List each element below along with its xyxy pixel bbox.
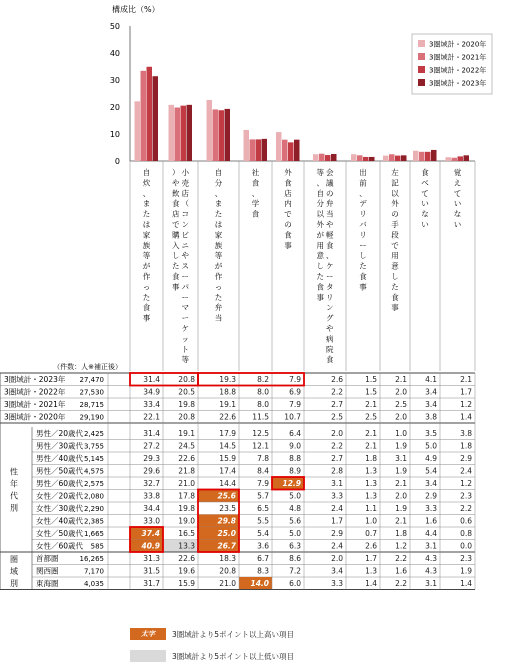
bar	[141, 71, 147, 161]
row-label: 女性／40歳代	[36, 516, 84, 526]
table-cell: 3.1	[425, 579, 437, 588]
bar	[446, 157, 452, 161]
legend-swatch	[418, 53, 425, 60]
table-cell: 7.9	[257, 479, 269, 488]
bar	[169, 105, 175, 161]
category-label: 食べていない	[421, 168, 429, 229]
row-label: 女性／30歳代	[36, 504, 84, 513]
table-cell: 3.3	[425, 504, 437, 513]
table-cell: 27.2	[143, 441, 160, 451]
row-label: 3圏域計・2020年	[4, 412, 66, 422]
category-label: 出前、デリバリーした食事	[359, 168, 367, 292]
table-cell: 31.4	[143, 375, 160, 384]
table-cell: 1.2	[460, 479, 472, 488]
table-cell: 8.0	[257, 387, 269, 397]
y-tick-label: 50	[109, 22, 120, 31]
table-cell: 7.8	[257, 454, 269, 463]
bar	[147, 67, 153, 161]
bar	[187, 105, 193, 161]
y-tick-label: 0	[114, 157, 120, 166]
table-cell: 1.2	[460, 400, 472, 409]
table-cell: 2.6	[331, 375, 343, 384]
legend-note-low-text: 3圏域計より5ポイント以上低い項目	[172, 651, 295, 661]
table-cell: 4.4	[425, 529, 437, 538]
table-cell: 2.1	[460, 375, 472, 384]
row-count: 29,190	[79, 413, 104, 422]
table-cell: 22.6	[178, 554, 195, 563]
table-cell: 3.6	[257, 541, 269, 551]
table-cell: 12.1	[252, 441, 269, 451]
row-label: 男性／20歳代	[36, 429, 84, 438]
bar	[313, 154, 319, 161]
table-cell: 2.8	[331, 466, 343, 476]
table-cell: 20.8	[219, 566, 236, 576]
table-cell: 19.0	[178, 516, 195, 526]
table-cell: 1.9	[395, 441, 407, 451]
table-cell: 0.7	[365, 529, 377, 538]
row-count: 3,755	[83, 442, 104, 451]
table-cell: 23.5	[219, 504, 236, 513]
row-label: 男性／60歳代	[36, 479, 84, 488]
bar	[401, 155, 407, 161]
table-cell: 22.6	[219, 412, 236, 422]
row-count: 16,265	[79, 555, 104, 563]
row-label: 男性／30歳代	[36, 441, 84, 451]
table-cell: 3.4	[331, 566, 343, 576]
row-count: 7,170	[83, 567, 104, 576]
table-cell: 1.4	[460, 412, 472, 422]
table-cell: 2.0	[395, 491, 407, 501]
table-cell: 25.0	[217, 529, 236, 538]
table-cell: 19.1	[178, 429, 195, 438]
category-label: 会議の弁当や軽食、ケータリングや病院食	[326, 168, 334, 365]
table-cell: 12.5	[252, 429, 269, 438]
table-cell: 15.9	[219, 454, 236, 463]
table-cell: 1.9	[395, 504, 407, 513]
table-cell: 2.0	[331, 429, 343, 438]
legend-label: 3圏域計・2020年	[429, 40, 487, 49]
table-cell: 0.0	[460, 541, 472, 551]
table-cell: 31.5	[143, 566, 160, 576]
bar	[369, 157, 375, 161]
table-cell: 5.7	[257, 491, 269, 501]
bar	[319, 154, 325, 161]
legend-swatch	[418, 40, 425, 47]
table-cell: 8.6	[289, 554, 301, 563]
table-cell: 2.4	[331, 504, 343, 513]
bar	[225, 109, 231, 161]
table-cell: 4.8	[289, 504, 301, 513]
row-label: 男性／50歳代	[36, 466, 84, 476]
table-cell: 5.0	[289, 529, 301, 538]
category-label: 覚えていない	[453, 168, 462, 229]
table-cell: 34.4	[143, 504, 160, 513]
row-count: 2,385	[83, 517, 104, 526]
table-cell: 1.3	[365, 466, 377, 476]
legend-label: 3圏域計・2023年	[429, 79, 487, 88]
table-cell: 2.0	[395, 412, 407, 422]
table-cell: 1.2	[395, 541, 407, 551]
table-cell: 6.7	[257, 554, 269, 563]
table-cell: 3.3	[331, 579, 343, 588]
bar	[363, 157, 369, 161]
table-cell: 8.4	[257, 466, 269, 476]
bar	[325, 155, 331, 161]
table-cell: 25.6	[217, 491, 236, 501]
table-cell: 2.3	[460, 554, 472, 563]
table-cell: 2.0	[395, 387, 407, 397]
table-cell: 2.5	[331, 412, 343, 422]
table-cell: 2.5	[365, 412, 377, 422]
row-label: 東海圏	[36, 579, 59, 588]
bar	[351, 154, 357, 161]
table-cell: 1.9	[460, 566, 472, 576]
bar	[389, 154, 395, 161]
row-count: 1,665	[83, 530, 104, 538]
legend-note-high-text: 3圏域計より5ポイント以上高い項目	[172, 629, 295, 639]
bar	[413, 151, 419, 161]
y-tick-label: 30	[109, 76, 120, 85]
row-count: 27,530	[79, 388, 104, 397]
table-cell: 2.7	[331, 454, 343, 463]
table-cell: 18.8	[219, 387, 236, 397]
table-cell: 1.3	[365, 491, 377, 501]
table-cell: 21.0	[219, 579, 236, 588]
table-cell: 29.3	[143, 454, 160, 463]
table-cell: 1.8	[365, 454, 377, 463]
row-count: 2,080	[83, 492, 104, 501]
bar	[419, 152, 425, 161]
table-cell: 6.5	[257, 504, 269, 513]
table-cell: 2.1	[365, 441, 377, 451]
bar	[135, 101, 141, 161]
bar	[425, 152, 431, 161]
table-cell: 1.8	[395, 529, 407, 538]
bar	[331, 154, 337, 161]
table-cell: 24.5	[178, 441, 195, 451]
table-cell: 2.1	[365, 400, 377, 409]
bar	[175, 108, 181, 161]
table-cell: 8.3	[257, 566, 269, 576]
table-cell: 1.0	[365, 516, 377, 526]
row-count: 2,575	[83, 480, 104, 488]
legend-swatch	[418, 66, 425, 73]
table-cell: 3.4	[425, 479, 437, 488]
table-cell: 20.5	[178, 387, 195, 397]
table-cell: 1.9	[395, 466, 407, 476]
y-tick-label: 20	[109, 103, 120, 112]
table-cell: 1.7	[460, 387, 472, 397]
category-label: 自炊、または家族等が作った食事	[142, 168, 151, 323]
table-cell: 2.4	[331, 541, 343, 551]
group-label: 圏域別	[10, 554, 18, 588]
table-cell: 2.2	[395, 579, 407, 588]
category-label: 外食店内での食事	[284, 168, 292, 250]
bar	[383, 156, 389, 161]
table-cell: 33.8	[143, 491, 160, 501]
category-label: 等、自分以外が用意した食事	[316, 168, 324, 302]
table-cell: 5.6	[289, 516, 301, 526]
table-cell: 34.9	[143, 387, 160, 397]
table-cell: 3.8	[425, 412, 437, 422]
row-label: 3圏域計・2021年	[4, 400, 66, 409]
row-count: 28,715	[79, 401, 104, 409]
table-cell: 7.9	[289, 400, 301, 409]
table-cell: 1.3	[365, 479, 377, 488]
table-cell: 19.1	[219, 400, 236, 409]
legend-label: 3圏域計・2021年	[429, 53, 487, 62]
bar	[244, 130, 250, 161]
table-cell: 2.9	[331, 529, 343, 538]
table-cell: 31.3	[143, 554, 160, 563]
row-label: 女性／60歳代	[36, 541, 84, 551]
table-cell: 2.1	[395, 375, 407, 384]
table-cell: 1.1	[365, 504, 377, 513]
table-cell: 2.7	[331, 400, 343, 409]
table-cell: 21.8	[178, 466, 195, 476]
high-swatch: 太字	[130, 628, 166, 640]
row-label: 男性／40歳代	[36, 454, 84, 463]
table-count-header: （件数：人※補正後）	[53, 363, 122, 371]
table-cell: 4.3	[425, 566, 437, 576]
table-cell: 31.4	[143, 429, 160, 438]
table-cell: 7.2	[289, 566, 301, 576]
category-label: 左記以外の手段で用意した食事	[391, 168, 399, 313]
table-cell: 2.5	[395, 400, 407, 409]
row-count: 585	[90, 542, 104, 551]
table-cell: 2.2	[331, 387, 343, 397]
low-swatch	[130, 650, 166, 662]
table-cell: 2.0	[331, 554, 343, 563]
table-cell: 3.3	[331, 491, 343, 501]
table-cell: 1.3	[365, 566, 377, 576]
table-cell: 1.4	[460, 579, 472, 588]
category-label: 小売店（コンビニやスーパーマーケット等	[181, 168, 189, 365]
group-label: 性年代別	[10, 467, 18, 513]
y-tick-label: 10	[109, 130, 120, 139]
table-cell: 32.7	[143, 479, 160, 488]
bar	[464, 155, 470, 161]
table-cell: 7.9	[289, 375, 301, 384]
table-cell: 11.5	[252, 412, 269, 422]
table-cell: 8.8	[289, 454, 301, 463]
legend-note-high	[130, 628, 294, 640]
bar	[262, 139, 268, 161]
bar	[250, 139, 256, 161]
table-cell: 14.5	[219, 441, 236, 451]
table-cell: 6.3	[289, 541, 301, 551]
table-cell: 5.0	[289, 491, 301, 501]
table-cell: 5.4	[257, 529, 269, 538]
chart-legend	[412, 34, 492, 94]
bar	[207, 100, 213, 161]
table-cell: 1.4	[365, 579, 377, 588]
y-axis-title: 構成比（%）	[112, 5, 160, 14]
row-count: 27,470	[79, 376, 104, 384]
table-cell: 4.9	[425, 454, 437, 463]
table-cell: 8.9	[289, 466, 301, 476]
table-cell: 1.8	[460, 441, 472, 451]
bar	[288, 142, 294, 161]
table-cell: 2.1	[395, 516, 407, 526]
table-cell: 29.6	[143, 466, 160, 476]
bar	[213, 109, 219, 161]
row-count: 5,145	[83, 455, 104, 463]
table-cell: 19.8	[178, 504, 195, 513]
category-label: 社食、学食	[251, 168, 260, 219]
table-cell: 3.8	[460, 429, 472, 438]
data-table	[0, 363, 512, 606]
table-cell: 19.3	[219, 375, 236, 384]
table-cell: 29.8	[217, 516, 236, 526]
table-cell: 17.8	[178, 491, 195, 501]
table-cell: 37.4	[141, 529, 160, 538]
bar	[256, 139, 262, 161]
table-cell: 19.6	[178, 566, 195, 576]
table-cell: 40.9	[141, 541, 160, 551]
table-cell: 2.9	[460, 454, 472, 463]
row-count: 2,290	[83, 505, 104, 513]
legend-label: 3圏域計・2022年	[429, 66, 487, 75]
table-cell: 31.7	[143, 579, 160, 588]
table-cell: 3.1	[395, 454, 407, 463]
table-cell: 4.1	[425, 375, 437, 384]
table-cell: 5.4	[425, 466, 437, 476]
table-cell: 33.0	[143, 516, 160, 526]
row-count: 4,035	[83, 580, 104, 588]
table-cell: 2.2	[395, 554, 407, 563]
table-cell: 1.6	[425, 516, 437, 526]
table-cell: 2.1	[395, 479, 407, 488]
row-label: 関西圏	[36, 566, 59, 576]
row-count: 2,425	[83, 430, 104, 438]
table-cell: 8.0	[257, 400, 269, 409]
table-cell: 6.4	[289, 429, 301, 438]
table-cell: 21.0	[178, 479, 195, 488]
table-cell: 5.5	[257, 516, 269, 526]
table-cell: 3.4	[425, 400, 437, 409]
bar	[357, 155, 363, 161]
table-cell: 1.7	[331, 516, 343, 526]
table-cell: 2.1	[365, 429, 377, 438]
category-label: ）や飲食店で購入した食事	[172, 168, 180, 292]
table-cell: 13.3	[178, 541, 195, 551]
bar	[181, 106, 187, 161]
bar	[219, 110, 225, 161]
legend-note-low	[130, 650, 294, 662]
table-cell: 19.8	[178, 400, 195, 409]
bar	[431, 150, 437, 161]
table-cell: 20.8	[178, 375, 195, 384]
table-cell: 1.6	[395, 566, 407, 576]
legend-swatch	[418, 79, 425, 86]
row-label: 3圏域計・2022年	[4, 387, 66, 397]
table-cell: 2.4	[460, 466, 472, 476]
table-cell: 5.0	[425, 441, 437, 451]
table-cell: 1.0	[395, 429, 407, 438]
category-label: 自分、または家族等が作った弁当	[214, 168, 223, 323]
table-cell: 2.6	[365, 541, 377, 551]
table-cell: 16.5	[178, 529, 195, 538]
table-cell: 1.7	[365, 554, 377, 563]
bar	[276, 132, 282, 161]
table-cell: 2.2	[460, 504, 472, 513]
table-cell: 18.3	[219, 554, 236, 563]
row-label: 3圏域計・2023年	[4, 375, 66, 384]
table-cell: 0.8	[460, 529, 472, 538]
table-cell: 1.5	[365, 387, 377, 397]
table-cell: 6.9	[289, 387, 301, 397]
table-cell: 15.9	[178, 579, 195, 588]
table-cell: 17.9	[219, 429, 236, 438]
row-label: 女性／50歳代	[36, 529, 84, 538]
table-cell: 2.2	[331, 441, 343, 451]
table-cell: 22.6	[178, 454, 195, 463]
table-cell: 20.8	[178, 412, 195, 422]
table-cell: 0.6	[460, 516, 472, 526]
bar	[395, 156, 401, 161]
bar	[294, 140, 300, 161]
row-count: 4,575	[83, 467, 104, 476]
row-label: 女性／20歳代	[36, 491, 84, 501]
table-cell: 10.7	[284, 412, 301, 422]
bar	[458, 156, 464, 161]
table-cell: 3.4	[425, 387, 437, 397]
table-cell: 22.1	[143, 412, 160, 422]
bar	[282, 140, 288, 161]
table-cell: 26.7	[217, 541, 236, 551]
y-tick-label: 40	[109, 49, 120, 58]
table-cell: 12.9	[282, 479, 301, 488]
table-cell: 2.9	[425, 491, 437, 501]
table-cell: 14.0	[250, 579, 269, 588]
bar	[153, 76, 159, 161]
table-cell: 2.3	[460, 491, 472, 501]
table-cell: 1.5	[365, 375, 377, 384]
table-cell: 14.4	[219, 479, 236, 488]
bar	[452, 158, 458, 161]
table-cell: 3.1	[425, 541, 437, 551]
table-cell: 17.4	[219, 466, 236, 476]
table-cell: 33.4	[143, 400, 160, 409]
table-cell: 3.1	[331, 479, 343, 488]
table-cell: 6.0	[289, 579, 301, 588]
table-cell: 3.5	[425, 429, 437, 438]
table-cell: 8.2	[257, 375, 269, 384]
table-cell: 9.0	[289, 441, 301, 451]
row-label: 首都圏	[36, 554, 59, 563]
table-cell: 4.3	[425, 554, 437, 563]
